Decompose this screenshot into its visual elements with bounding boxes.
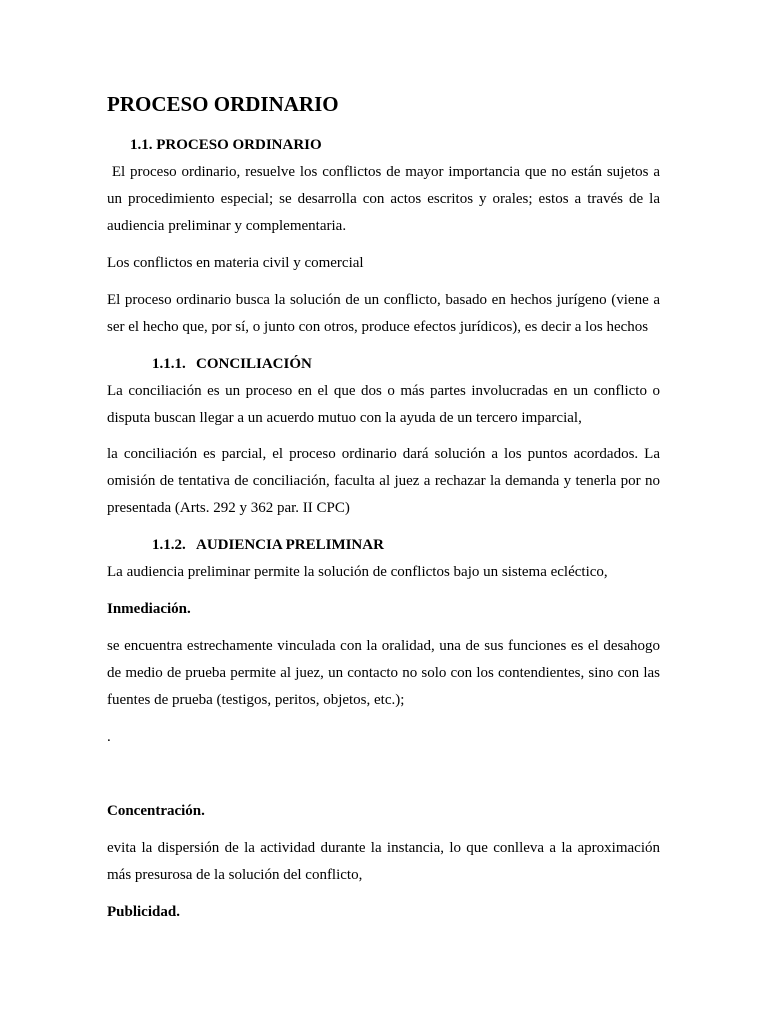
section-heading-1-1-1 [152,356,312,373]
section-title: CONCILIACIÓN [196,356,312,372]
paragraph-dot: . [107,729,111,745]
document-title: PROCESO ORDINARIO [107,92,339,116]
section-heading-1-1-2 [152,537,384,554]
section-number: 1.1.2. [152,537,186,553]
paragraph-conflicts: Los conflictos en materia civil y comercial [107,255,364,271]
paragraph-conciliacion-1: La conciliación es un proceso en el que dos o más partes involucradas en un conflicto o disputa buscan llegar a un acuerdo mutuo con la ayuda de un tercero imparcial, [107,383,660,426]
paragraph-intro: El proceso ordinario, resuelve los conflictos de mayor importancia que no están sujetos a un procedimiento especial; se desarrolla con actos escritos y orales; estos a través de la audiencia preliminar y complementaria. [107,164,664,234]
section-number: 1.1. [130,137,153,153]
paragraph-audiencia: La audiencia preliminar permite la solución de conflictos bajo un sistema ecléctico, [107,564,608,580]
section-title: AUDIENCIA PRELIMINAR [196,537,384,553]
section-heading-1-1 [130,137,322,154]
paragraph-conciliacion-2: la conciliación es parcial, el proceso ordinario dará solución a los puntos acordados. La omisión de tentativa de conciliación, faculta al juez a rechazar la demanda y tenerla por no presentada (Arts. 292 y 362 par. II CPC) [107,446,660,516]
paragraph-concentracion: evita la dispersión de la actividad durante la instancia, lo que conlleva a la aproximación más presurosa de la solución del conflicto, [107,840,660,883]
paragraph-inmediacion: se encuentra estrechamente vinculada con la oralidad, una de sus funciones es el desahogo de medio de prueba permite al juez, un contacto no solo con los contendientes, sino con las fuentes de prueba (testigos, peritos, objetos, etc.); [107,638,660,708]
label-concentracion: Concentración. [107,803,205,819]
label-publicidad: Publicidad. [107,904,180,920]
section-number: 1.1.1. [152,356,186,372]
section-title: PROCESO ORDINARIO [156,137,322,153]
label-inmediacion: Inmediación. [107,601,191,617]
paragraph-solution: El proceso ordinario busca la solución de un conflicto, basado en hechos jurígeno (viene a ser el hecho que, por sí, o junto con otros, produce efectos jurídicos), es decir a los hechos [107,292,660,335]
